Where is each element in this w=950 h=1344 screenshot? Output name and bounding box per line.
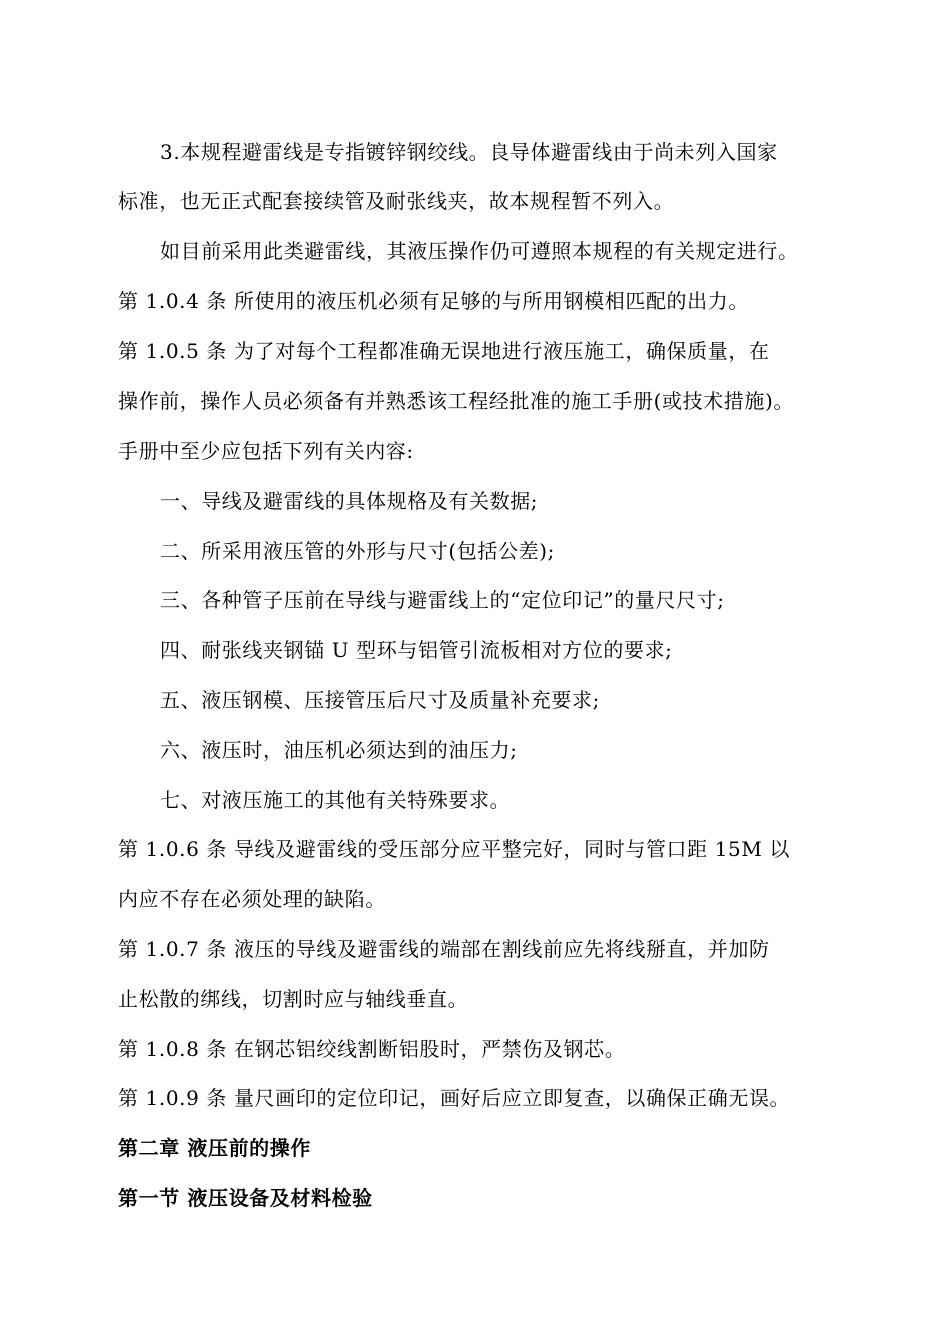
clause-1-0-9: 第 1.0.9 条 量尺画印的定位印记，画好后应立即复查，以确保正确无误。	[118, 1086, 791, 1110]
paragraph-line: 标准，也无正式配套接续管及耐张线夹，故本规程暂不列入。	[118, 189, 675, 213]
clause-1-0-4: 第 1.0.4 条 所使用的液压机必须有足够的与所用钢模相匹配的出力。	[118, 289, 749, 313]
list-item: 三、各种管子压前在导线与避雷线上的“定位印记”的量尺尺寸;	[160, 588, 725, 612]
clause-1-0-7: 第 1.0.7 条 液压的导线及避雷线的端部在割线前应先将线掰直，并加防	[118, 937, 770, 961]
paragraph-line: 止松散的绑线，切割时应与轴线垂直。	[118, 987, 469, 1011]
paragraph-line: 内应不存在必须处理的缺陷。	[118, 887, 386, 911]
paragraph-line: 3.本规程避雷线是专指镀锌钢绞线。良导体避雷线由于尚未列入国家	[160, 140, 778, 164]
paragraph-line: 操作前，操作人员必须备有并熟悉该工程经批准的施工手册(或技术措施)。	[118, 389, 795, 413]
paragraph-line: 如目前采用此类避雷线，其液压操作仍可遵照本规程的有关规定进行。	[160, 239, 799, 263]
clause-1-0-5: 第 1.0.5 条 为了对每个工程都准确无误地进行液压施工，确保质量，在	[118, 339, 770, 363]
list-item: 四、耐张线夹钢锚 U 型环与铝管引流板相对方位的要求;	[160, 638, 673, 662]
list-item: 七、对液压施工的其他有关特殊要求。	[160, 788, 511, 812]
chapter-heading: 第二章 液压前的操作	[118, 1136, 311, 1160]
section-heading: 第一节 液压设备及材料检验	[118, 1186, 373, 1210]
clause-1-0-8: 第 1.0.8 条 在钢芯铝绞线割断铝股时，严禁伤及钢芯。	[118, 1037, 626, 1061]
list-item: 二、所采用液压管的外形与尺寸(包括公差);	[160, 539, 555, 563]
list-item: 六、液压时，油压机必须达到的油压力;	[160, 738, 518, 762]
list-item: 五、液压钢模、压接管压后尺寸及质量补充要求;	[160, 688, 600, 712]
clause-1-0-6: 第 1.0.6 条 导线及避雷线的受压部分应平整完好，同时与管口距 15M 以	[118, 837, 791, 861]
paragraph-line: 手册中至少应包括下列有关内容:	[118, 439, 414, 463]
list-item: 一、导线及避雷线的具体规格及有关数据;	[160, 489, 539, 513]
